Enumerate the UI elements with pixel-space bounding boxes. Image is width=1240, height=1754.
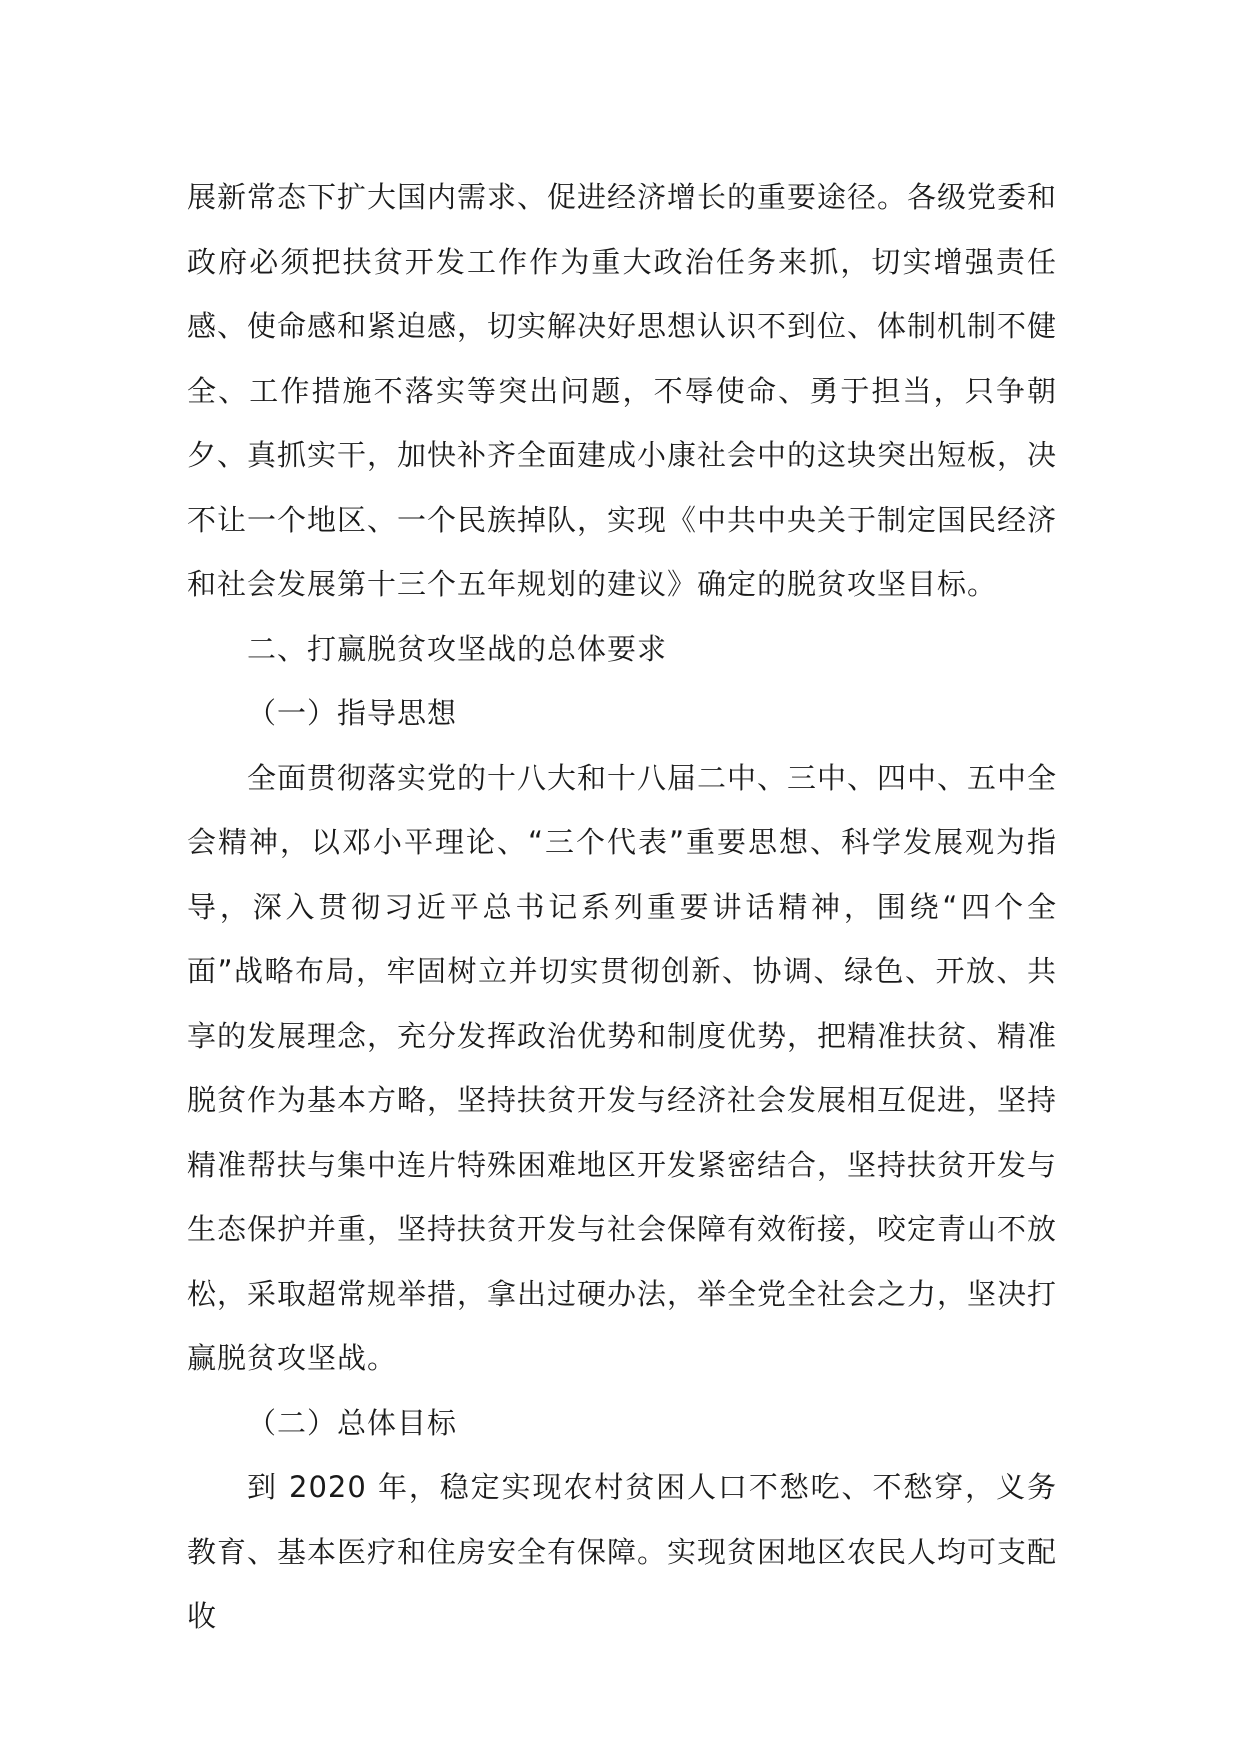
subsection-heading-guiding-ideology: （一）指导思想 (247, 696, 458, 730)
paragraph-guiding-ideology: 全面贯彻落实党的十八大和十八届二中、三中、四中、五中全会精神，以邓小平理论、“三个代表”重要思想、科学发展观为指导，深入贯彻习近平总书记系列重要讲话精神，围绕“四个全面”战略布局，牢固树立并切实贯彻创新、协调、绿色、开放、共享的发展理念，充分发挥政治优势和制度优势，把精准扶贫、精准脱贫作为基本方略，坚持扶贫开发与经济社会发展相互促进，坚持精准帮扶与集中连片特殊困难地区开发紧密结合，坚持扶贫开发与生态保护并重，坚持扶贫开发与社会保障有效衔接，咬定青山不放松，采取超常规举措，拿出过硬办法，举全党全社会之力，坚决打赢脱贫攻坚战。 (187, 760, 1058, 1375)
paragraph-continued: 展新常态下扩大国内需求、促进经济增长的重要途径。各级党委和政府必须把扶贫开发工作作为重大政治任务来抓，切实增强责任感、使命感和紧迫感，切实解决好思想认识不到位、体制机制不健全、工作措施不落实等突出问题，不辱使命、勇于担当，只争朝夕、真抓实干，加快补齐全面建成小康社会中的这块突出短板，决不让一个地区、一个民族掉队，实现《中共中央关于制定国民经济和社会发展第十三个五年规划的建议》确定的脱贫攻坚目标。 (187, 180, 1058, 601)
paragraph-overall-goal: 到 2020 年，稳定实现农村贫困人口不愁吃、不愁穿，义务教育、基本医疗和住房安全有保障。实现贫困地区农民人均可支配收 (187, 1470, 1058, 1633)
section-heading: 二、打赢脱贫攻坚战的总体要求 (247, 631, 668, 666)
document-page (187, 165, 1057, 1649)
subsection-heading-overall-goal: （二）总体目标 (247, 1405, 458, 1440)
